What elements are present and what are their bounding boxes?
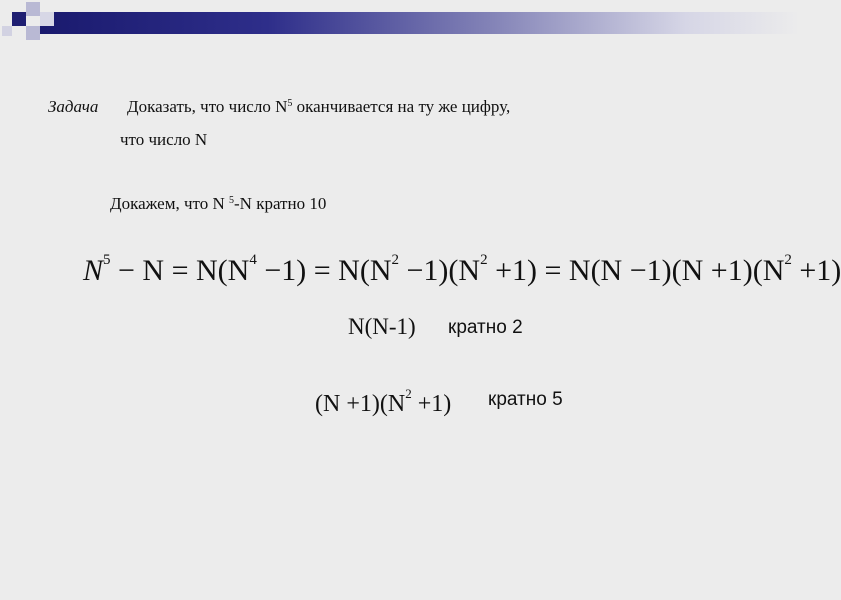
factor-divisible-by-2: N(N-1) — [348, 314, 416, 339]
decor-square — [2, 26, 12, 36]
task-statement-line2: что число N — [120, 130, 208, 149]
factor-2-label: кратно 2 — [448, 317, 523, 338]
factor-divisible-by-5: $(N +1)(N^2 +1)$ — [315, 386, 452, 417]
decor-square — [26, 26, 40, 40]
task-label: Задача — [48, 97, 99, 116]
factorization-equation: $N^5 - N = N(N^4 -1) = N(N^2 -1)(N^2 +1) = N(N -1)(N +1)(N^2 +1)$ — [83, 252, 841, 287]
decor-square — [26, 2, 40, 16]
proof-intro: Докажем, что N $^5$-N кратно 10 — [110, 194, 327, 213]
factor-5-label: кратно 5 — [488, 389, 563, 410]
decor-square — [12, 12, 26, 26]
decor-square — [40, 12, 54, 26]
header-bar — [40, 12, 800, 34]
task-statement-line1: Доказать, что число $N^5$ оканчивается на ту же цифру, — [127, 97, 511, 116]
